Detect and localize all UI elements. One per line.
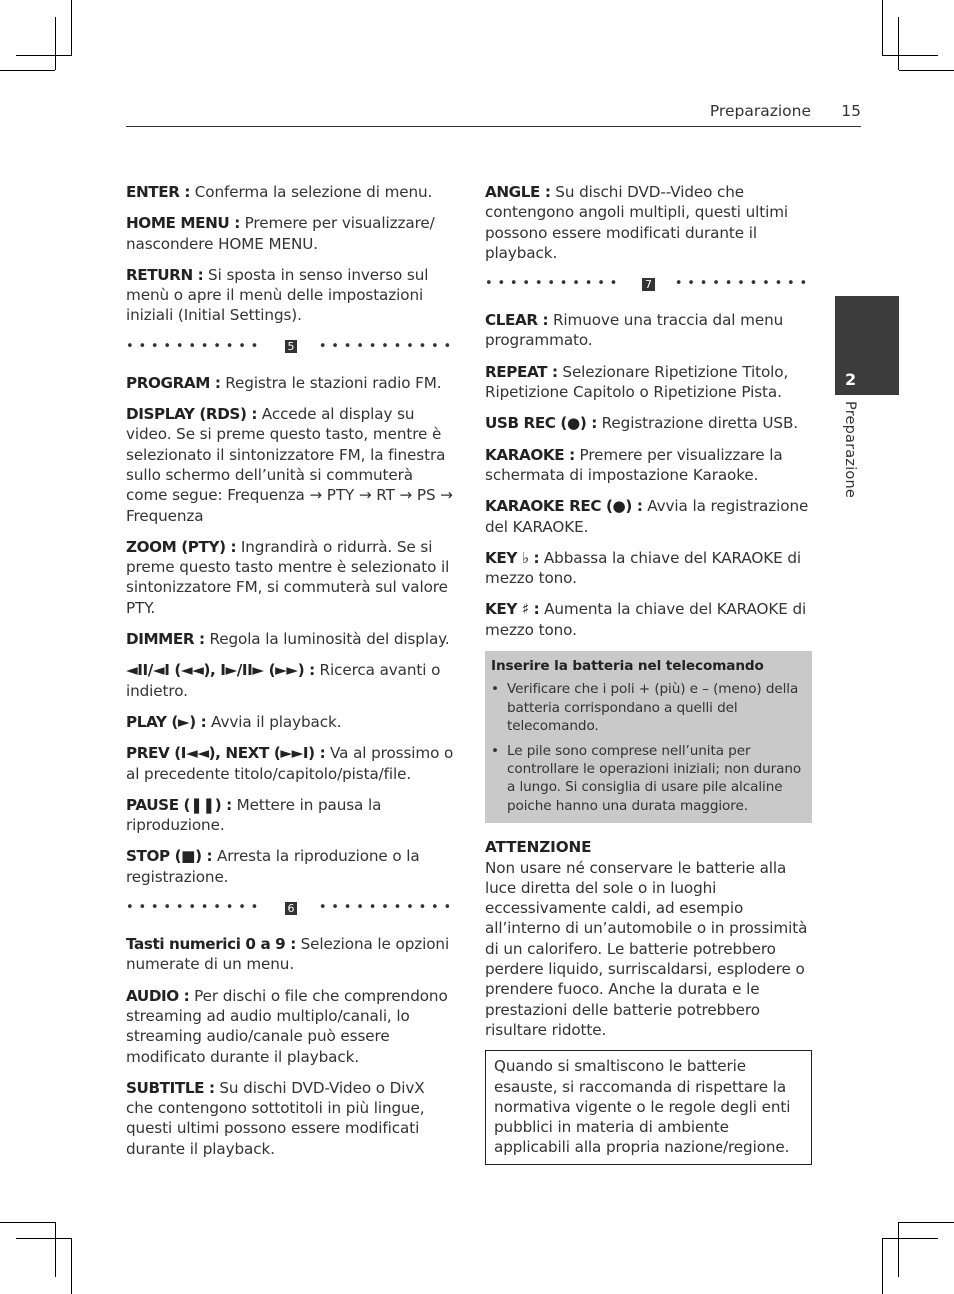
key-sharp-desc: KEY ♯ : Aumenta la chiave del KARAOKE di mezzo tono. [485, 600, 807, 639]
return-desc: RETURN : Si sposta in senso inverso sul menù o apre il menù delle impostazioni iniziali (Initial Settings). [126, 265, 429, 325]
display-desc: DISPLAY (RDS) : Accede al display su video. Se si preme questo tasto, mentre è selezionato il sintonizzatore FM, la finestra sullo schermo dell’unità si commuterà come segue: Frequenza → PTY → RT → PS → Frequenza [126, 405, 453, 525]
angle-desc: ANGLE : Su dischi DVD--Video che contengono angoli multipli, questi ultimi possono essere modificati durante il playback. [485, 183, 789, 262]
clear-desc: CLEAR : Rimuove una traccia dal menu programmato. [485, 311, 784, 350]
section-number: 7 [642, 278, 655, 291]
section-number: 6 [285, 902, 298, 915]
program-desc: PROGRAM : Registra le stazioni radio FM. [126, 373, 442, 392]
key-flat-desc: KEY ♭ : Abbassa la chiave del KARAOKE di mezzo tono. [485, 548, 802, 588]
page-header [126, 100, 861, 127]
section-number: 5 [285, 340, 298, 353]
list-item: • Verificare che i poli + (più) e – (meno) della batteria corrispondano a quelli del telecomando. [491, 680, 806, 735]
section-divider-7: ••••••••••• 7 ••••••••••• [485, 276, 812, 292]
play-desc: PLAY (►) : Avvia il playback. [126, 712, 342, 731]
warning-text: Non usare né conservare le batterie alla luce diretta del sole o in luoghi eccessivamente caldi, ad esempio all’interno di un’automobile o in prossimità di un calorifero. Le batterie potrebbero perdere liquido, surriscaldarsi, esplodere o prendere fuoco. Anche la durata e le prestazioni delle batterie potrebbero risultare ridotte. [485, 858, 808, 1039]
stop-desc: STOP (■) : Arresta la riproduzione o la registrazione. [126, 847, 420, 886]
left-column [126, 182, 456, 1170]
home-menu-desc: HOME MENU : Premere per visualizzare/ nascondere HOME MENU. [126, 214, 435, 253]
karaoke-desc: KARAOKE : Premere per visualizzare la schermata di impostazione Karaoke. [485, 445, 783, 484]
usb-rec-desc: USB REC (●) : Registrazione diretta USB. [485, 414, 799, 433]
subtitle-desc: SUBTITLE : Su dischi DVD-Video o DivX che contengono sottotitoli in più lingue, questi ultimi possono essere modificati durante il playback. [126, 1078, 425, 1158]
repeat-desc: REPEAT : Selezionare Ripetizione Titolo, Ripetizione Capitolo o Ripetizione Pista. [485, 362, 789, 402]
dimmer-desc: DIMMER : Regola la luminosità del display. [126, 630, 450, 649]
disposal-box: Quando si smaltiscono le batterie esauste, si raccomanda di rispettare la normativa vigente o le regole degli enti pubblici in materia di ambiente applicabili alla propria nazione/regione. [485, 1050, 812, 1164]
page-number: 15 [841, 102, 861, 120]
note-title: Inserire la batteria nel telecomando [491, 658, 764, 675]
prev-next-desc: PREV (I◄◄), NEXT (►►I) : Va al prossimo o al precedente titolo/capitolo/pista/file. [126, 744, 454, 783]
karaoke-rec-desc: KARAOKE REC (●) : Avvia la registrazione del KARAOKE. [485, 497, 809, 536]
enter-desc: ENTER : Conferma la selezione di menu. [126, 183, 433, 201]
header-section: Preparazione [709, 102, 811, 120]
section-divider-6: ••••••••••• 6 ••••••••••• [126, 899, 456, 915]
numeric-keys-desc: Tasti numerici 0 a 9 : Seleziona le opzioni numerate di un menu. [126, 935, 450, 974]
chapter-tab [835, 296, 899, 395]
right-column [485, 182, 812, 1165]
pause-desc: PAUSE (❚❚) : Mettere in pausa la riproduzione. [126, 795, 382, 835]
search-desc: ◄II/◄I (◄◄), I►/II► (►►) : Ricerca avanti o indietro. [126, 661, 441, 700]
battery-note [485, 651, 812, 823]
audio-desc: AUDIO : Per dischi o file che comprendono streaming ad audio multiplo/canali, lo streaming audio/canale può essere modificato durante il playback. [126, 986, 448, 1066]
warning-block [485, 837, 812, 1040]
chapter-label: Preparazione [842, 401, 858, 499]
list-item: • Le pile sono comprese nell’unita per controllare le operazioni iniziali; non durano a lungo. Si consiglia di usare pile alcaline poiche hanno una durata maggiore. [491, 742, 806, 816]
section-divider-5: ••••••••••• 5 ••••••••••• [126, 338, 456, 354]
chapter-number: 2 [845, 370, 857, 389]
zoom-desc: ZOOM (PTY) : Ingrandirà o ridurrà. Se si preme questo tasto mentre è selezionato il sintonizzatore FM, si commuterà sul valore PTY. [126, 537, 450, 617]
warning-title: ATTENZIONE [485, 838, 592, 857]
